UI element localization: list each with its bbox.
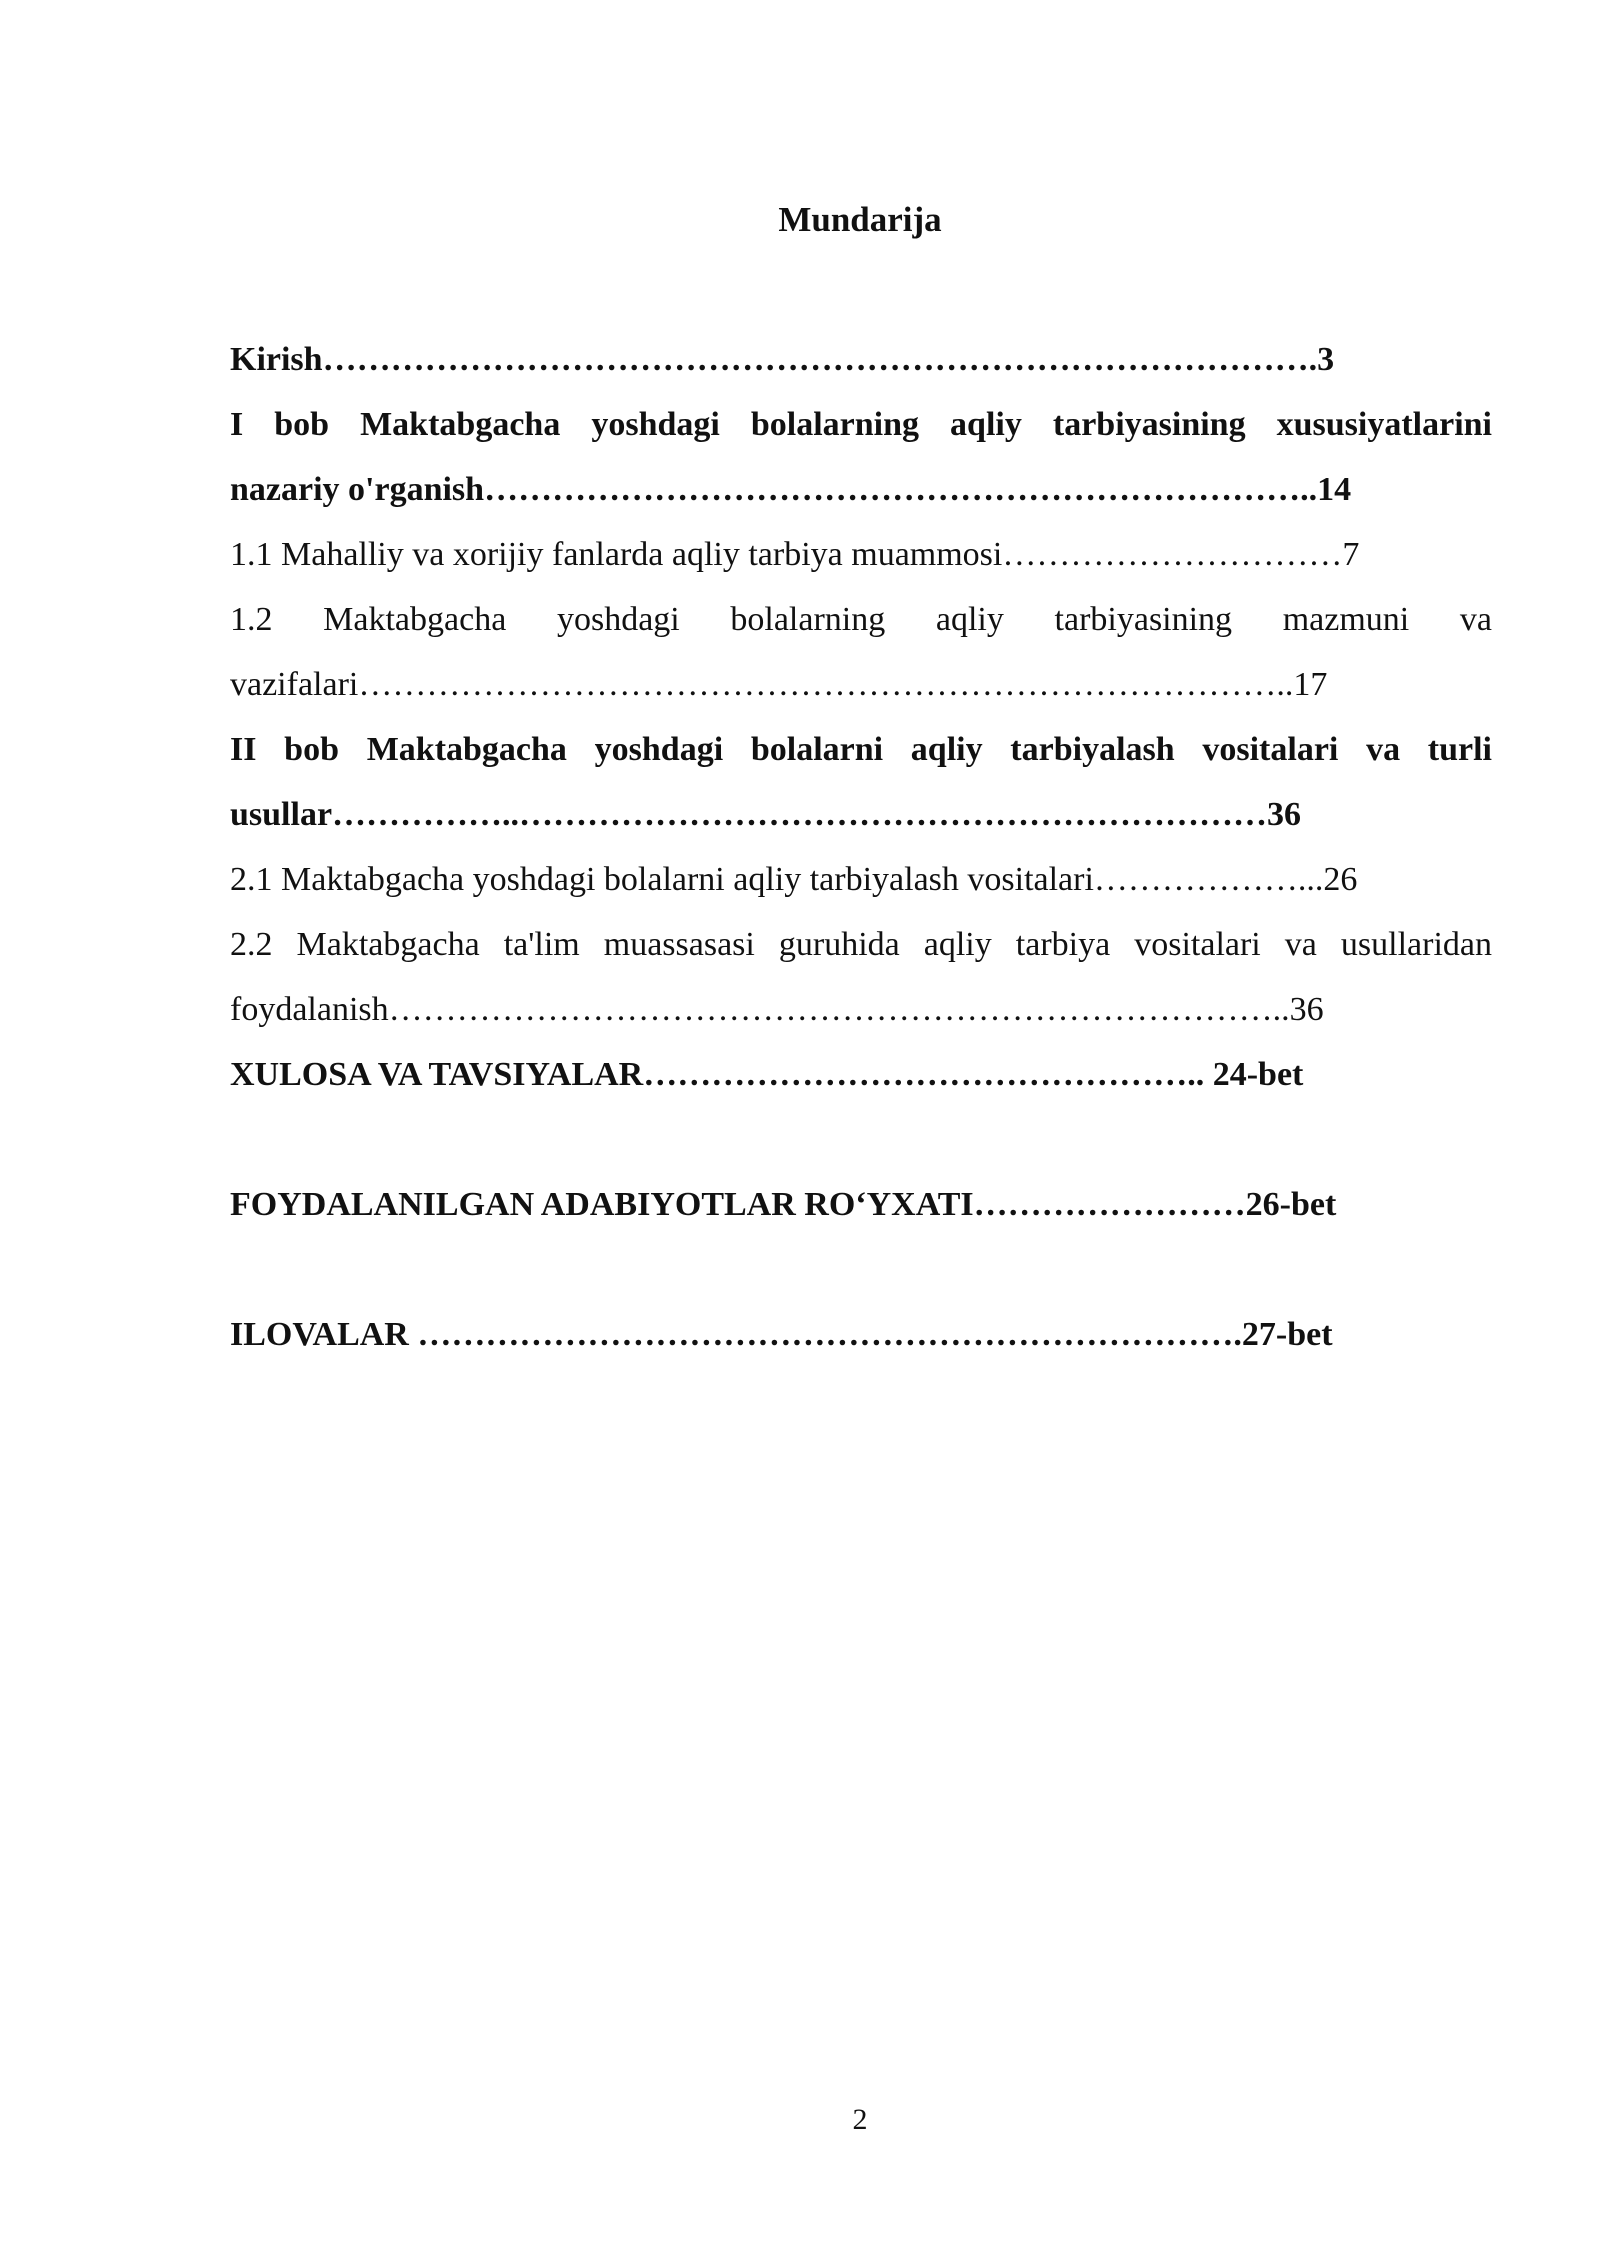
toc-entry-ilovalar: ILOVALAR ……………………………………………………………….27-bet: [230, 1316, 1333, 1353]
toc-section-1-1: 1.1 Mahalliy va xorijiy fanlarda aqliy tarbiya muammosi…………………………7: [230, 536, 1360, 573]
toc-section-2-2-line-2: foydalanish……………………………………………………………………..36: [230, 991, 1324, 1028]
toc-section-2-2-line-1: 2.2 Maktabgacha ta'lim muassasasi guruhida aqliy tarbiya vositalari va usullaridan: [230, 926, 1492, 963]
toc-spacer: [230, 1107, 1492, 1172]
toc-section-1-2-line-2: vazifalari………………………………………………………………………..17: [230, 666, 1328, 703]
table-of-contents: [230, 327, 1492, 1367]
toc-chapter-2-line-2: usullar……………..…………………………………………………………36: [230, 796, 1302, 833]
toc-section-2-1: 2.1 Maktabgacha yoshdagi bolalarni aqliy tarbiyalash vositalari………………...26: [230, 861, 1358, 898]
page-number: 2: [852, 2103, 868, 2136]
toc-chapter-1-line-1: I bob Maktabgacha yoshdagi bolalarning aqliy tarbiyasining xususiyatlarini: [230, 406, 1492, 443]
toc-spacer: [230, 1237, 1492, 1302]
page-title: Mundarija: [778, 200, 942, 239]
toc-chapter-2-line-1: II bob Maktabgacha yoshdagi bolalarni aqliy tarbiyalash vositalari va turli: [230, 731, 1492, 768]
toc-chapter-1-line-2: nazariy o'rganish………………………………………………………………..14: [230, 471, 1352, 508]
toc-entry-adabiyotlar: FOYDALANILGAN ADABIYOTLAR RO‘YXATI……………………26-bet: [230, 1186, 1337, 1223]
toc-entry-kirish: Kirish…………………………………………………………………………….3: [230, 341, 1335, 378]
toc-section-1-2-line-1: 1.2 Maktabgacha yoshdagi bolalarning aqliy tarbiyasining mazmuni va: [230, 601, 1492, 638]
toc-entry-xulosa: XULOSA VA TAVSIYALAR………………………………………….. 24-bet: [230, 1056, 1304, 1093]
